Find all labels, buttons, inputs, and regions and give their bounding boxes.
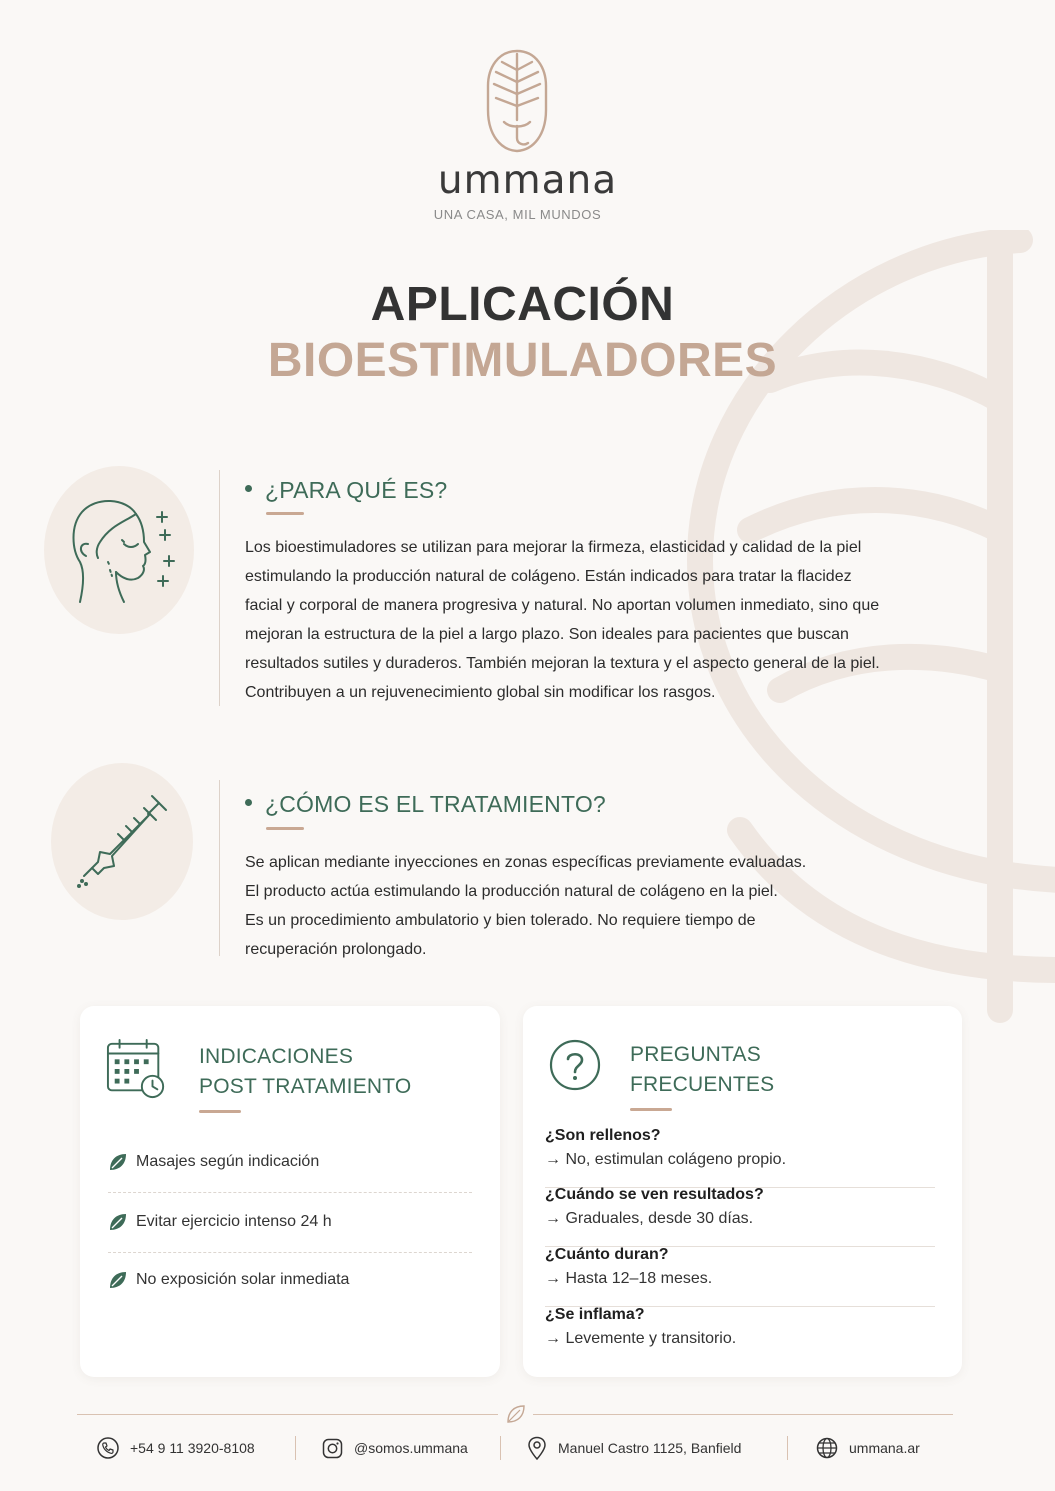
indication-text: Masajes según indicación: [136, 1153, 320, 1170]
indication-item: [108, 1194, 472, 1253]
section-title-purpose: ¿PARA QUÉ ES?: [245, 477, 447, 504]
section-text-purpose: [245, 533, 880, 707]
faq-item: [545, 1306, 935, 1366]
faq-question: ¿Cuándo se ven resultados?: [545, 1186, 764, 1203]
faq-card: [523, 1006, 962, 1377]
instagram-text: @somos.ummana: [354, 1440, 468, 1456]
faq-item: [545, 1127, 935, 1188]
faq-answer: → Levemente y transitorio.: [545, 1330, 737, 1347]
phone-icon: [97, 1437, 119, 1459]
footer-divider: [533, 1414, 953, 1415]
indication-item: [108, 1252, 472, 1310]
indications-title: [199, 1042, 411, 1102]
page-title-line2: BIOESTIMULADORES: [267, 334, 778, 387]
text-line: facial y corporal de manera progresiva y natural. No aportan volumen inmediato, sino que: [245, 597, 880, 614]
leaf-icon: [108, 1212, 128, 1232]
text-line: estimulando la producción natural de colágeno. Están indicados para tratar la flacidez: [245, 568, 852, 585]
footer-instagram[interactable]: [322, 1436, 468, 1460]
page-title-line1: APLICACIÓN: [370, 278, 675, 331]
phone-text: +54 9 11 3920-8108: [130, 1440, 255, 1456]
faq-answer: → Graduales, desde 30 días.: [545, 1210, 754, 1227]
indication-item: [108, 1134, 472, 1193]
indication-text: No exposición solar inmediata: [136, 1271, 350, 1288]
faq-answer: → Hasta 12–18 meses.: [545, 1270, 713, 1287]
leaf-outline-icon: [506, 1404, 526, 1424]
footer-separator: [500, 1436, 501, 1460]
faq-title: [630, 1040, 774, 1100]
faq-title-line2: FRECUENTES: [630, 1073, 775, 1096]
title-underline: [630, 1108, 672, 1111]
indications-title-line2: POST TRATAMIENTO: [199, 1075, 412, 1098]
faq-title-line1: PREGUNTAS: [630, 1043, 761, 1066]
title-underline: [266, 827, 304, 830]
globe-icon: [816, 1437, 838, 1459]
text-line: Los bioestimuladores se utilizan para mejorar la firmeza, elasticidad y calidad de la piel: [245, 539, 862, 556]
syringe-icon: [74, 790, 174, 890]
text-line: recuperación prolongado.: [245, 941, 427, 958]
website-text: ummana.ar: [849, 1440, 920, 1456]
bullet-dot: [245, 485, 252, 492]
faq-answer: → No, estimulan colágeno propio.: [545, 1151, 787, 1168]
indications-title-line1: INDICACIONES: [199, 1045, 354, 1068]
footer-address[interactable]: [527, 1436, 741, 1460]
footer-divider: [77, 1414, 498, 1415]
faq-question: ¿Se inflama?: [545, 1306, 645, 1323]
brand-tagline: UNA CASA, MIL MUNDOS: [433, 207, 602, 222]
footer-separator: [295, 1436, 296, 1460]
faq-question: ¿Cuánto duran?: [545, 1246, 669, 1263]
faq-question: ¿Son rellenos?: [545, 1127, 661, 1144]
faq-item: [545, 1186, 935, 1247]
text-line: Contribuyen a un rejuvenecimiento global sin modificar los rasgos.: [245, 684, 716, 701]
section-divider-2: [219, 780, 220, 956]
faq-item: [545, 1246, 935, 1307]
indication-text: Evitar ejercicio intenso 24 h: [136, 1213, 332, 1230]
footer-phone[interactable]: [97, 1436, 255, 1460]
instagram-icon: [322, 1438, 343, 1459]
bullet-dot: [245, 799, 252, 806]
indications-card: [80, 1006, 500, 1377]
footer-separator: [787, 1436, 788, 1460]
ummana-logo-icon: [484, 48, 550, 154]
footer-website[interactable]: [816, 1436, 920, 1460]
calendar-clock-icon: [106, 1038, 168, 1100]
address-text: Manuel Castro 1125, Banfield: [558, 1440, 742, 1456]
section-title-treatment: ¿CÓMO ES EL TRATAMIENTO?: [245, 791, 606, 818]
title-underline: [199, 1110, 241, 1113]
section-text-treatment: [245, 848, 806, 964]
title-underline: [266, 512, 304, 515]
leaf-icon: [108, 1270, 128, 1290]
location-pin-icon: [527, 1436, 547, 1460]
section-divider-1: [219, 470, 220, 706]
text-line: resultados sutiles y duraderos. También mejoran la textura y el aspecto general de la piel.: [245, 655, 880, 672]
text-line: Es un procedimiento ambulatorio y bien tolerado. No requiere tiempo de: [245, 912, 756, 929]
face-icon: [66, 492, 176, 612]
text-line: mejoran la estructura de la piel a largo plazo. Son ideales para pacientes que buscan: [245, 626, 849, 643]
leaf-icon: [108, 1152, 128, 1172]
brand-name: ummana: [437, 158, 618, 203]
text-line: El producto actúa estimulando la producción natural de colágeno en la piel.: [245, 883, 778, 900]
question-circle-icon: [549, 1039, 601, 1091]
text-line: Se aplican mediante inyecciones en zonas específicas previamente evaluadas.: [245, 854, 807, 871]
